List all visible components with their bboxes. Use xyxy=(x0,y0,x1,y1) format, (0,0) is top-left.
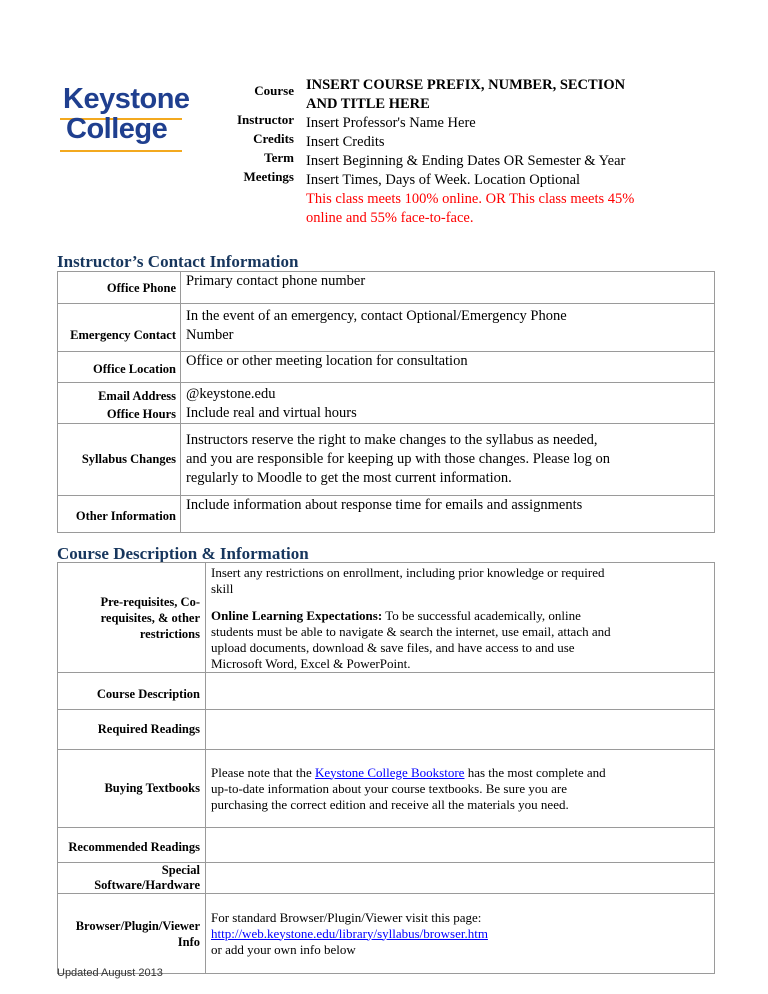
office-hours-label: Office Hours xyxy=(106,407,176,421)
buying-textbooks-label: Buying Textbooks xyxy=(58,750,206,828)
recommended-readings-value xyxy=(206,828,715,863)
footer-updated: Updated August 2013 xyxy=(57,967,163,979)
table-row xyxy=(58,863,715,894)
logo-line-1: Keystone xyxy=(63,83,190,115)
textbooks-line-1: Please note that the Keystone College Bookstore has the most complete and xyxy=(211,764,606,780)
table-row xyxy=(58,828,715,863)
label-course: Course xyxy=(254,83,294,98)
prereq-line-1: Insert any restrictions on enrollment, including prior knowledge or required xyxy=(211,565,605,580)
office-location-label: Office Location xyxy=(58,352,181,383)
prereq-line-2: skill xyxy=(211,581,234,596)
required-readings-value xyxy=(206,710,715,750)
table-row xyxy=(58,383,715,424)
table-row xyxy=(58,496,715,533)
table-row xyxy=(58,894,715,974)
browser-line-2 xyxy=(211,926,714,942)
recommended-readings-label: Recommended Readings xyxy=(58,828,206,863)
office-phone-label: Office Phone xyxy=(58,272,181,304)
office-hours-value: Include real and virtual hours xyxy=(186,405,357,421)
prereq-label-line-1: Pre-requisites, Co- xyxy=(100,594,200,609)
email-hours-values xyxy=(181,383,715,424)
course-description-label: Course Description xyxy=(58,673,206,710)
syllabus-changes-label: Syllabus Changes xyxy=(58,424,181,496)
table-row xyxy=(58,710,715,750)
online-note-line-1: This class meets 100% online. OR This class meets 45% xyxy=(306,191,635,207)
table-row xyxy=(58,750,715,828)
instructor-value: Insert Professor's Name Here xyxy=(306,115,476,131)
label-meetings: Meetings xyxy=(243,169,294,184)
special-label-line-2: Software/Hardware xyxy=(94,878,200,892)
online-expectations-line-2: students must be able to navigate & search the internet, use email, attach and xyxy=(211,624,611,639)
special-software-value xyxy=(206,863,715,894)
online-expectations-line-3: upload documents, download & save files, and have access to and use xyxy=(211,640,575,655)
label-credits: Credits xyxy=(253,131,294,146)
course-info-section-title: Course Description & Information xyxy=(57,544,309,563)
course-description-value xyxy=(206,673,715,710)
prerequisites-value xyxy=(206,563,715,673)
browser-line-1: For standard Browser/Plugin/Viewer visit this page: xyxy=(211,909,482,925)
table-row xyxy=(58,352,715,383)
other-information-label: Other Information xyxy=(58,496,181,533)
required-readings-label: Required Readings xyxy=(58,710,206,750)
course-title-line-2: AND TITLE HERE xyxy=(306,96,430,112)
table-row xyxy=(58,673,715,710)
prereq-label-line-3: restrictions xyxy=(139,626,200,641)
special-label-line-1: Special xyxy=(161,863,200,877)
textbooks-line-2: up-to-date information about your course textbooks. Be sure you are xyxy=(211,780,567,796)
credits-value: Insert Credits xyxy=(306,134,385,150)
syllabus-line-1: Instructors reserve the right to make changes to the syllabus as needed, xyxy=(186,432,598,448)
label-instructor: Instructor xyxy=(236,112,294,127)
label-term: Term xyxy=(264,150,294,165)
table-row xyxy=(58,272,715,304)
meetings-value: Insert Times, Days of Week. Location Optional xyxy=(306,172,581,188)
table-row xyxy=(58,563,715,673)
prerequisites-label xyxy=(58,563,206,673)
keystone-college-logo xyxy=(60,83,190,156)
header-values xyxy=(306,76,636,228)
emergency-contact-value xyxy=(181,304,715,352)
prereq-label-line-2: requisites, & other xyxy=(100,610,200,625)
browser-plugin-label xyxy=(58,894,206,974)
logo-underline-2 xyxy=(60,150,182,152)
table-row xyxy=(58,304,715,352)
other-information-value: Include information about response time for emails and assignments xyxy=(181,496,715,533)
email-address-label: Email Address xyxy=(98,389,176,403)
emergency-contact-label: Emergency Contact xyxy=(58,304,181,352)
email-address-value: @keystone.edu xyxy=(186,386,276,402)
contact-table xyxy=(57,271,715,533)
browser-info-link[interactable]: http://web.keystone.edu/library/syllabus/browser.htm xyxy=(211,925,488,941)
browser-plugin-value xyxy=(206,894,715,974)
special-software-label xyxy=(58,863,206,894)
online-expectations-heading: Online Learning Expectations: xyxy=(211,608,383,623)
table-row xyxy=(58,424,715,496)
course-title-line-1: INSERT COURSE PREFIX, NUMBER, SECTION xyxy=(306,77,626,93)
online-note-line-2: online and 55% face-to-face. xyxy=(306,210,474,226)
online-expectations-line-4: Microsoft Word, Excel & PowerPoint. xyxy=(211,656,411,671)
syllabus-line-3: regularly to Moodle to get the most current information. xyxy=(186,470,512,486)
office-phone-value: Primary contact phone number xyxy=(181,272,715,304)
browser-label-line-1: Browser/Plugin/Viewer xyxy=(75,918,200,933)
syllabus-line-2: and you are responsible for keeping up with those changes. Please log on xyxy=(186,451,611,467)
emergency-line-1: In the event of an emergency, contact Optional/Emergency Phone xyxy=(186,308,567,324)
term-value: Insert Beginning & Ending Dates OR Semester & Year xyxy=(306,153,626,169)
syllabus-changes-value xyxy=(181,424,715,496)
office-location-value: Office or other meeting location for consultation xyxy=(181,352,715,383)
contact-section-title: Instructor’s Contact Information xyxy=(57,252,299,271)
bookstore-link[interactable]: Keystone College Bookstore xyxy=(314,764,465,780)
logo-line-2: College xyxy=(66,113,168,145)
emergency-line-2: Number xyxy=(186,327,234,343)
buying-textbooks-value xyxy=(206,750,715,828)
course-info-table xyxy=(57,562,715,974)
browser-line-3: or add your own info below xyxy=(211,941,356,957)
textbooks-line-3: purchasing the correct edition and receive all the materials you need. xyxy=(211,796,569,812)
email-hours-labels xyxy=(58,383,181,424)
online-expectations-line-1: Online Learning Expectations: To be successful academically, online xyxy=(211,608,581,623)
browser-label-line-2: Info xyxy=(177,934,200,949)
